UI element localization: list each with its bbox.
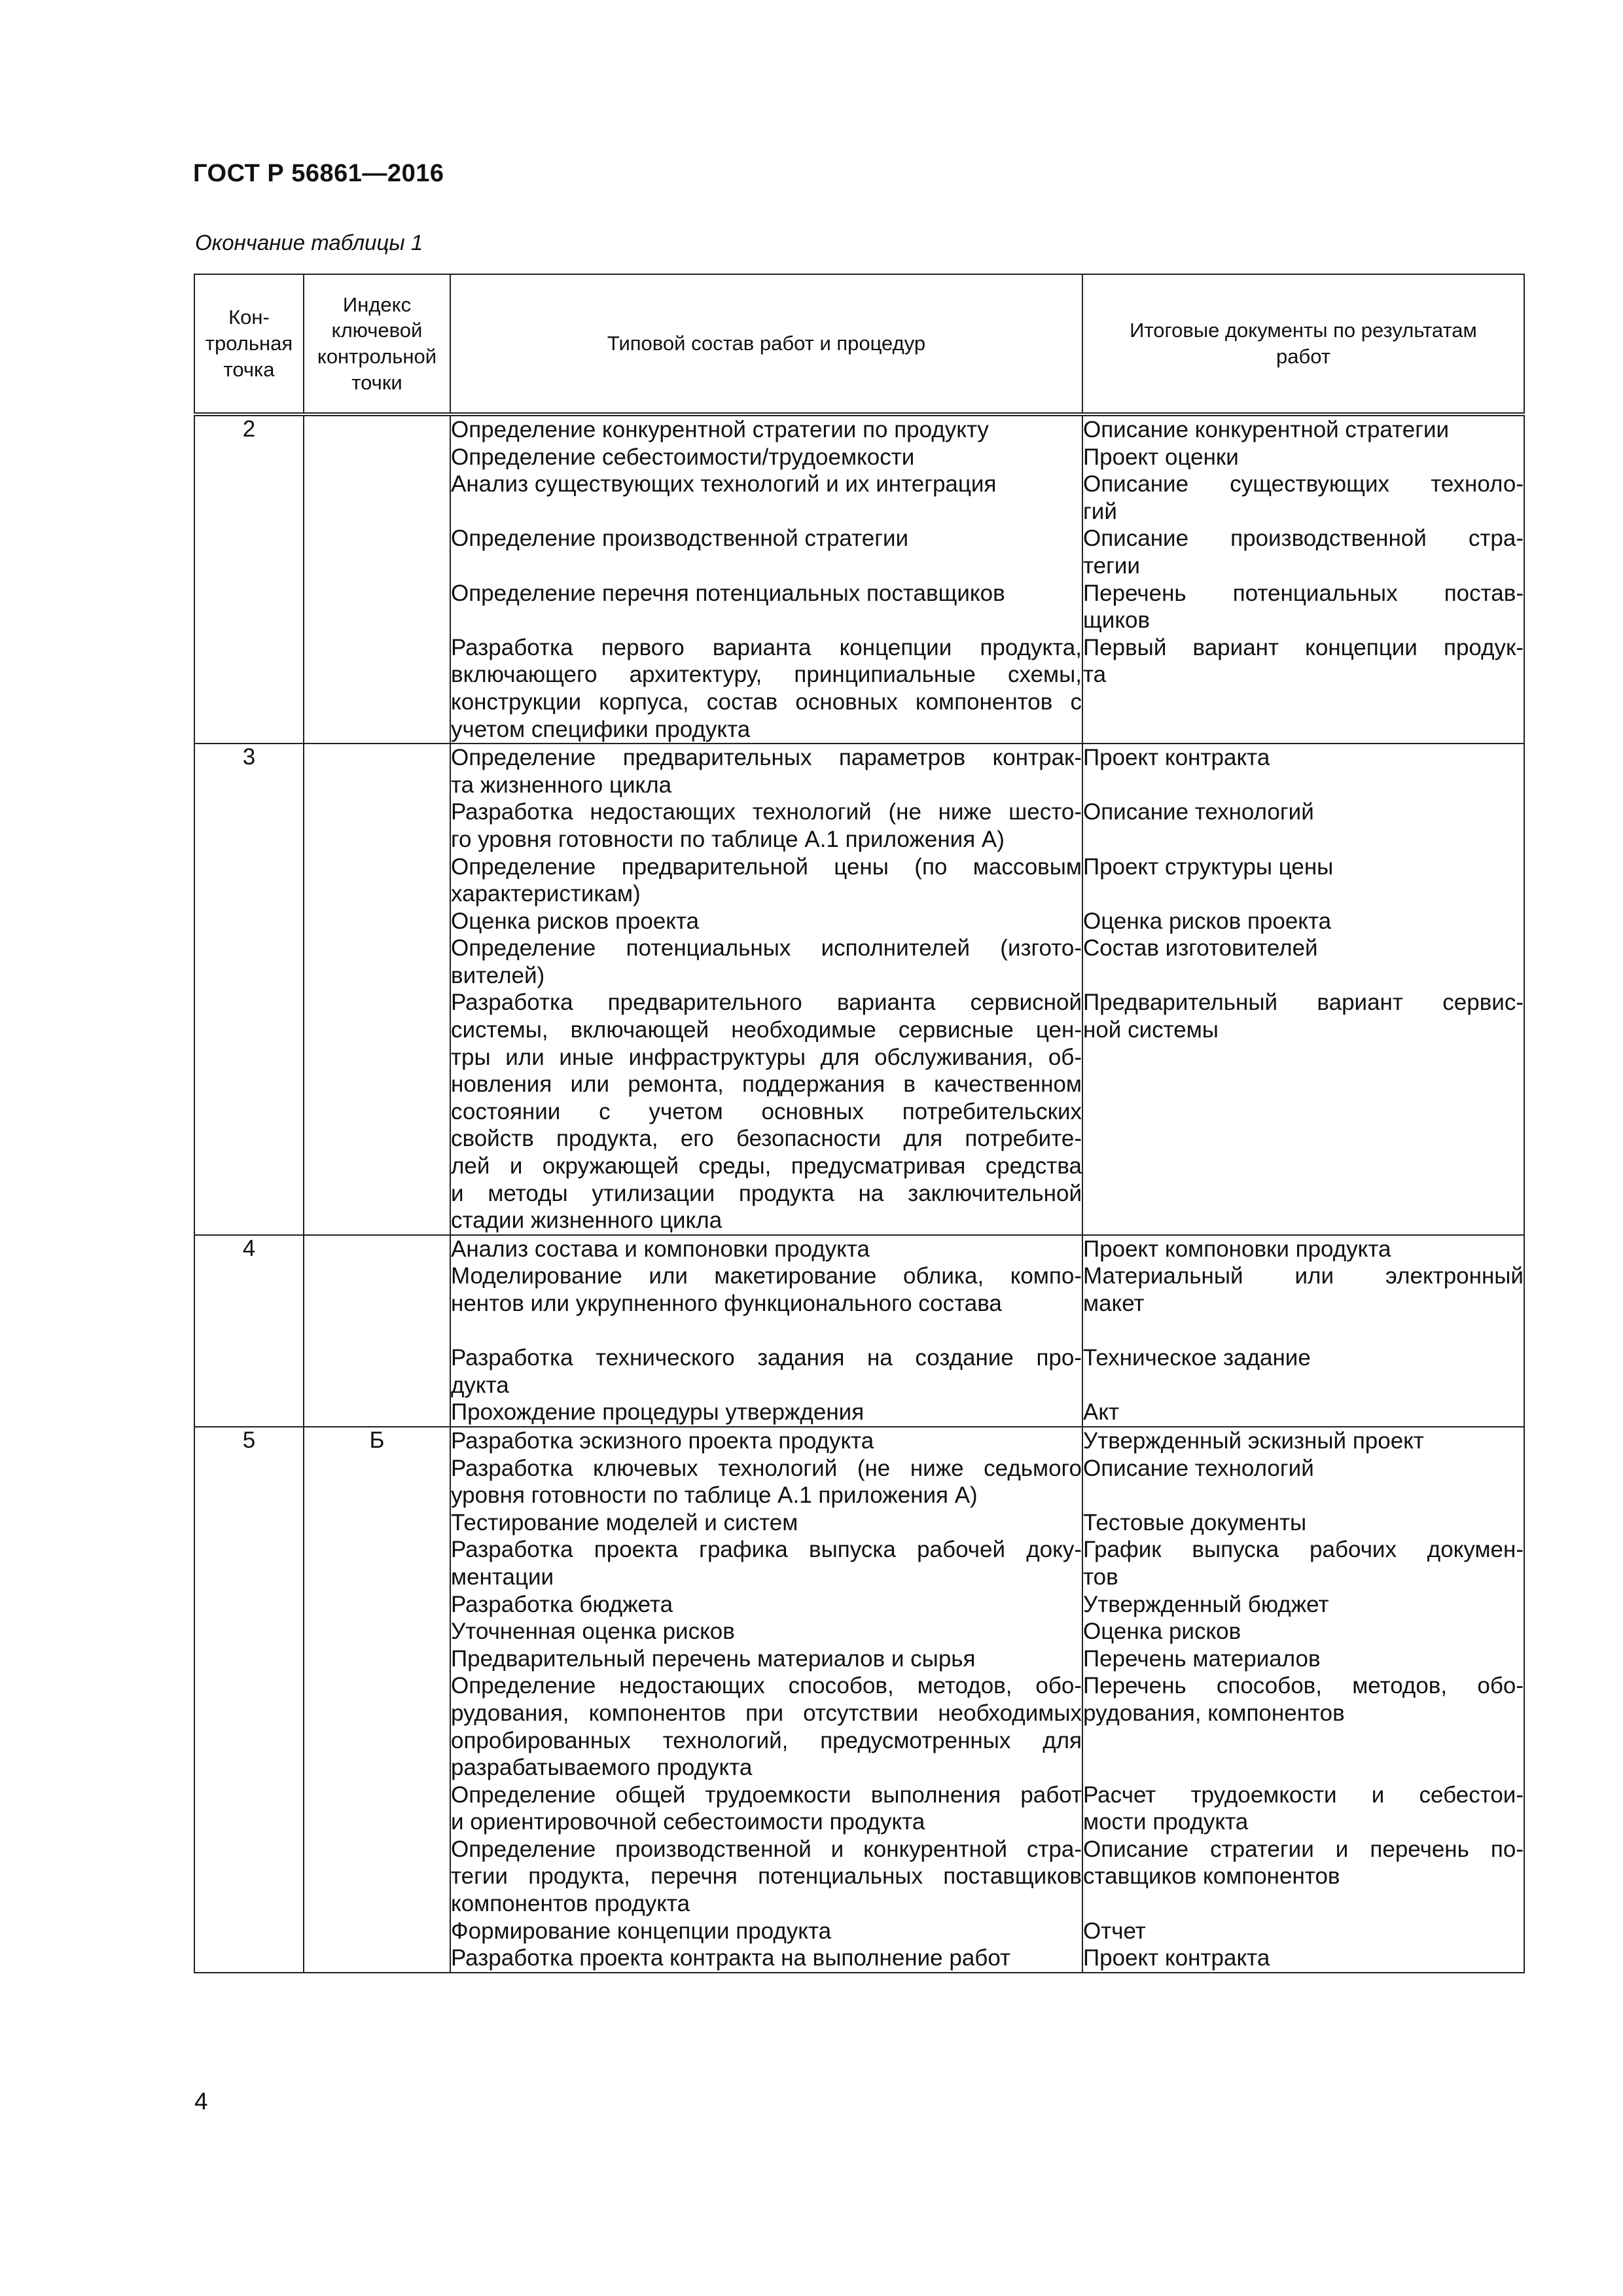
procedure-line: Формирование концепции продукта [451, 1918, 832, 1944]
procedure-line: Определение предварительной цены (по массовым [451, 853, 1082, 880]
procedure-line: Оценка рисков проекта [451, 908, 700, 934]
column-header-procedures [450, 274, 1082, 414]
procedures-cell [450, 414, 1082, 744]
works-table [194, 274, 1525, 1973]
document-line: Проект контракта [1083, 1945, 1270, 1971]
document-line: Проект контракта [1083, 745, 1270, 771]
column-header-line: работ [1276, 345, 1330, 368]
procedure-line: Разработка проекта графика выпуска рабочей доку- [451, 1537, 1082, 1563]
document-line [1083, 1727, 1524, 1755]
procedure-line: Разработка недостающих технологий (не ниже шесто- [451, 799, 1082, 825]
procedure-line: Тестирование моделей и систем [451, 1509, 798, 1535]
procedure-line: Разработка предварительного варианта сервисной [451, 990, 1082, 1016]
procedure-line: состоянии с учетом основных потребительских [451, 1098, 1082, 1124]
table-row [194, 1235, 1524, 1427]
documents-cell [1082, 414, 1524, 744]
document-line: гий [1083, 498, 1117, 524]
document-line: Описание технологий [1083, 1455, 1314, 1481]
document-line [1083, 1372, 1524, 1399]
document-line: Описание стратегии и перечень по- [1083, 1836, 1524, 1862]
column-header-line: точки [351, 370, 402, 394]
document-line: Описание конкурентной стратегии [1083, 417, 1450, 442]
document-line: Материальный или электронный [1083, 1263, 1524, 1289]
procedures-cell [450, 1235, 1082, 1427]
documents-cell [1082, 1427, 1524, 1973]
control-point-cell: 4 [194, 1235, 304, 1427]
procedure-line: дукта [451, 1372, 509, 1398]
column-header-line: контрольной [317, 345, 437, 368]
procedure-line: Анализ состава и компоновки продукта [451, 1236, 870, 1262]
column-header-line: ключевой [331, 319, 423, 342]
document-line: макет [1083, 1291, 1145, 1316]
table-body [194, 414, 1524, 1973]
procedure-line: Определение себестоимости/трудоемкости [451, 444, 915, 470]
procedure-line: стадии жизненного цикла [451, 1208, 722, 1234]
column-header-line: трольная [205, 332, 293, 355]
key-point-index-cell [304, 744, 450, 1235]
procedure-line: конструкции корпуса, состав основных компонентов с [451, 689, 1082, 715]
procedure-line: свойств продукта, его безопасности для потребите- [451, 1126, 1082, 1152]
procedures-cell [450, 1427, 1082, 1973]
table-row [194, 414, 1524, 744]
procedure-line: Определение конкурентной стратегии по продукту [451, 417, 989, 442]
procedure-line: Анализ существующих технологий и их интеграция [451, 471, 997, 497]
procedure-line: рудования, компонентов при отсутствии необходимых [451, 1700, 1082, 1726]
column-header-line: Итоговые документы по результатам [1130, 319, 1477, 342]
document-line [1083, 962, 1524, 990]
document-line: Описание существующих техноло- [1083, 471, 1524, 497]
procedure-line: учетом специфики продукта [451, 716, 751, 742]
procedure-line: Определение недостающих способов, методов, обо- [451, 1673, 1082, 1699]
control-point-cell: 2 [194, 414, 304, 744]
document-line: Предварительный вариант сервис- [1083, 990, 1524, 1016]
document-line: Расчет трудоемкости и себестои- [1083, 1782, 1524, 1808]
key-point-index-cell [304, 414, 450, 744]
procedure-line: лей и окружающей среды, предусматривая средства [451, 1153, 1082, 1179]
procedure-line [451, 607, 1082, 634]
documents-cell [1082, 744, 1524, 1235]
document-line [1083, 1482, 1524, 1509]
document-line: Оценка рисков [1083, 1619, 1241, 1645]
document-line [1083, 826, 1524, 853]
document-line [1083, 1754, 1524, 1782]
procedure-line [451, 552, 1082, 580]
document-line: ставщиков компонентов [1083, 1863, 1340, 1890]
document-line: Оценка рисков проекта [1083, 908, 1332, 934]
document-line: Утвержденный бюджет [1083, 1591, 1329, 1617]
procedure-line: и методы утилизации продукта на заключительной [451, 1180, 1082, 1206]
procedure-line: уровня готовности по таблице А.1 приложения А) [451, 1482, 978, 1509]
document-line: Состав изготовителей [1083, 935, 1318, 961]
document-line: рудования, компонентов [1083, 1700, 1345, 1726]
document-header: ГОСТ Р 56861—2016 [193, 160, 444, 187]
documents-cell [1082, 1235, 1524, 1427]
procedure-line: Разработка первого варианта концепции продукта, [451, 634, 1082, 660]
table-row [194, 744, 1524, 1235]
table-header-row [194, 274, 1524, 414]
key-point-index-cell: Б [304, 1427, 450, 1973]
document-line: мости продукта [1083, 1809, 1249, 1835]
procedure-line [451, 498, 1082, 526]
document-line: Перечень потенциальных постав- [1083, 580, 1524, 606]
table-caption: Окончание таблицы 1 [195, 230, 423, 255]
procedure-line: нентов или укрупненного функционального состава [451, 1291, 1002, 1316]
control-point-cell: 5 [194, 1427, 304, 1973]
document-line: Описание технологий [1083, 799, 1314, 825]
document-line: Тестовые документы [1083, 1509, 1307, 1535]
procedure-line: системы, включающей необходимые сервисные цен- [451, 1017, 1082, 1043]
document-line: Проект структуры цены [1083, 853, 1334, 880]
document-line: Первый вариант концепции продук- [1083, 634, 1524, 660]
document-line: тегии [1083, 552, 1140, 579]
procedure-line: разрабатываемого продукта [451, 1755, 753, 1781]
procedure-line: Определение потенциальных исполнителей (изгото- [451, 935, 1082, 961]
procedure-line: включающего архитектуру, принципиальные схемы, [451, 662, 1082, 688]
procedure-line: Уточненная оценка рисков [451, 1619, 735, 1645]
procedure-line: Определение перечня потенциальных поставщиков [451, 580, 1005, 606]
column-header-key-point-index [304, 274, 450, 414]
procedure-line: Разработка технического задания на создание про- [451, 1345, 1082, 1371]
column-header-documents [1082, 274, 1524, 414]
procedure-line: та жизненного цикла [451, 772, 672, 798]
procedure-line: Разработка ключевых технологий (не ниже седьмого [451, 1455, 1082, 1481]
control-point-cell: 3 [194, 744, 304, 1235]
procedure-line: характеристикам) [451, 881, 641, 907]
page-number: 4 [194, 2088, 208, 2115]
procedure-line: Моделирование или макетирование облика, компо- [451, 1263, 1082, 1289]
procedure-line: ментации [451, 1564, 554, 1590]
procedure-line [451, 1318, 1082, 1345]
document-line: щиков [1083, 607, 1150, 634]
procedure-line: новления или ремонта, поддержания в качественном [451, 1071, 1082, 1098]
key-point-index-cell [304, 1235, 450, 1427]
procedure-line: Разработка бюджета [451, 1591, 673, 1617]
procedure-line: Прохождение процедуры утверждения [451, 1399, 865, 1426]
procedure-line: го уровня готовности по таблице А.1 приложения А) [451, 826, 1005, 852]
document-line: Утвержденный эскизный проект [1083, 1427, 1424, 1454]
document-line: тов [1083, 1564, 1118, 1590]
procedures-cell [450, 744, 1082, 1235]
procedure-line: компонентов продукта [451, 1891, 690, 1917]
document-line: Акт [1083, 1399, 1120, 1426]
document-line: та [1083, 662, 1107, 688]
document-line [1083, 772, 1524, 799]
document-line [1083, 1890, 1524, 1918]
procedure-line: вителей) [451, 962, 545, 988]
column-header-line: Индекс [342, 293, 412, 316]
column-header-line: Типовой состав работ и процедур [607, 332, 926, 355]
document-line: График выпуска рабочих докумен- [1083, 1537, 1524, 1563]
column-header-line: Кон- [228, 306, 270, 329]
document-line [1083, 880, 1524, 908]
procedure-line: и ориентировочной себестоимости продукта [451, 1809, 925, 1835]
document-line: ной системы [1083, 1017, 1219, 1043]
procedure-line: Предварительный перечень материалов и сырья [451, 1645, 976, 1672]
procedure-line: Определение производственной стратегии [451, 526, 909, 552]
procedure-line: Разработка проекта контракта на выполнение работ [451, 1945, 1011, 1971]
document-line: Перечень способов, методов, обо- [1083, 1673, 1524, 1699]
document-line: Описание производственной стра- [1083, 526, 1524, 552]
procedure-line: Определение предварительных параметров контрак- [451, 745, 1082, 771]
procedure-line: тегии продукта, перечня потенциальных поставщиков [451, 1863, 1082, 1890]
column-header-control-point [194, 274, 304, 414]
document-line: Проект оценки [1083, 444, 1239, 470]
procedure-line: Определение производственной и конкурентной стра- [451, 1836, 1082, 1862]
procedure-line: Разработка эскизного проекта продукта [451, 1427, 874, 1454]
document-line: Перечень материалов [1083, 1645, 1321, 1672]
procedure-line: тры или иные инфраструктуры для обслуживания, об- [451, 1044, 1082, 1070]
procedure-line: опробированных технологий, предусмотренных для [451, 1727, 1082, 1753]
column-header-line: точка [223, 357, 275, 381]
document-line: Техническое задание [1083, 1345, 1311, 1371]
table-row [194, 1427, 1524, 1973]
document-line: Проект компоновки продукта [1083, 1236, 1391, 1262]
document-line: Отчет [1083, 1918, 1146, 1944]
procedure-line: Определение общей трудоемкости выполнения работ [451, 1782, 1082, 1808]
document-line [1083, 1318, 1524, 1345]
